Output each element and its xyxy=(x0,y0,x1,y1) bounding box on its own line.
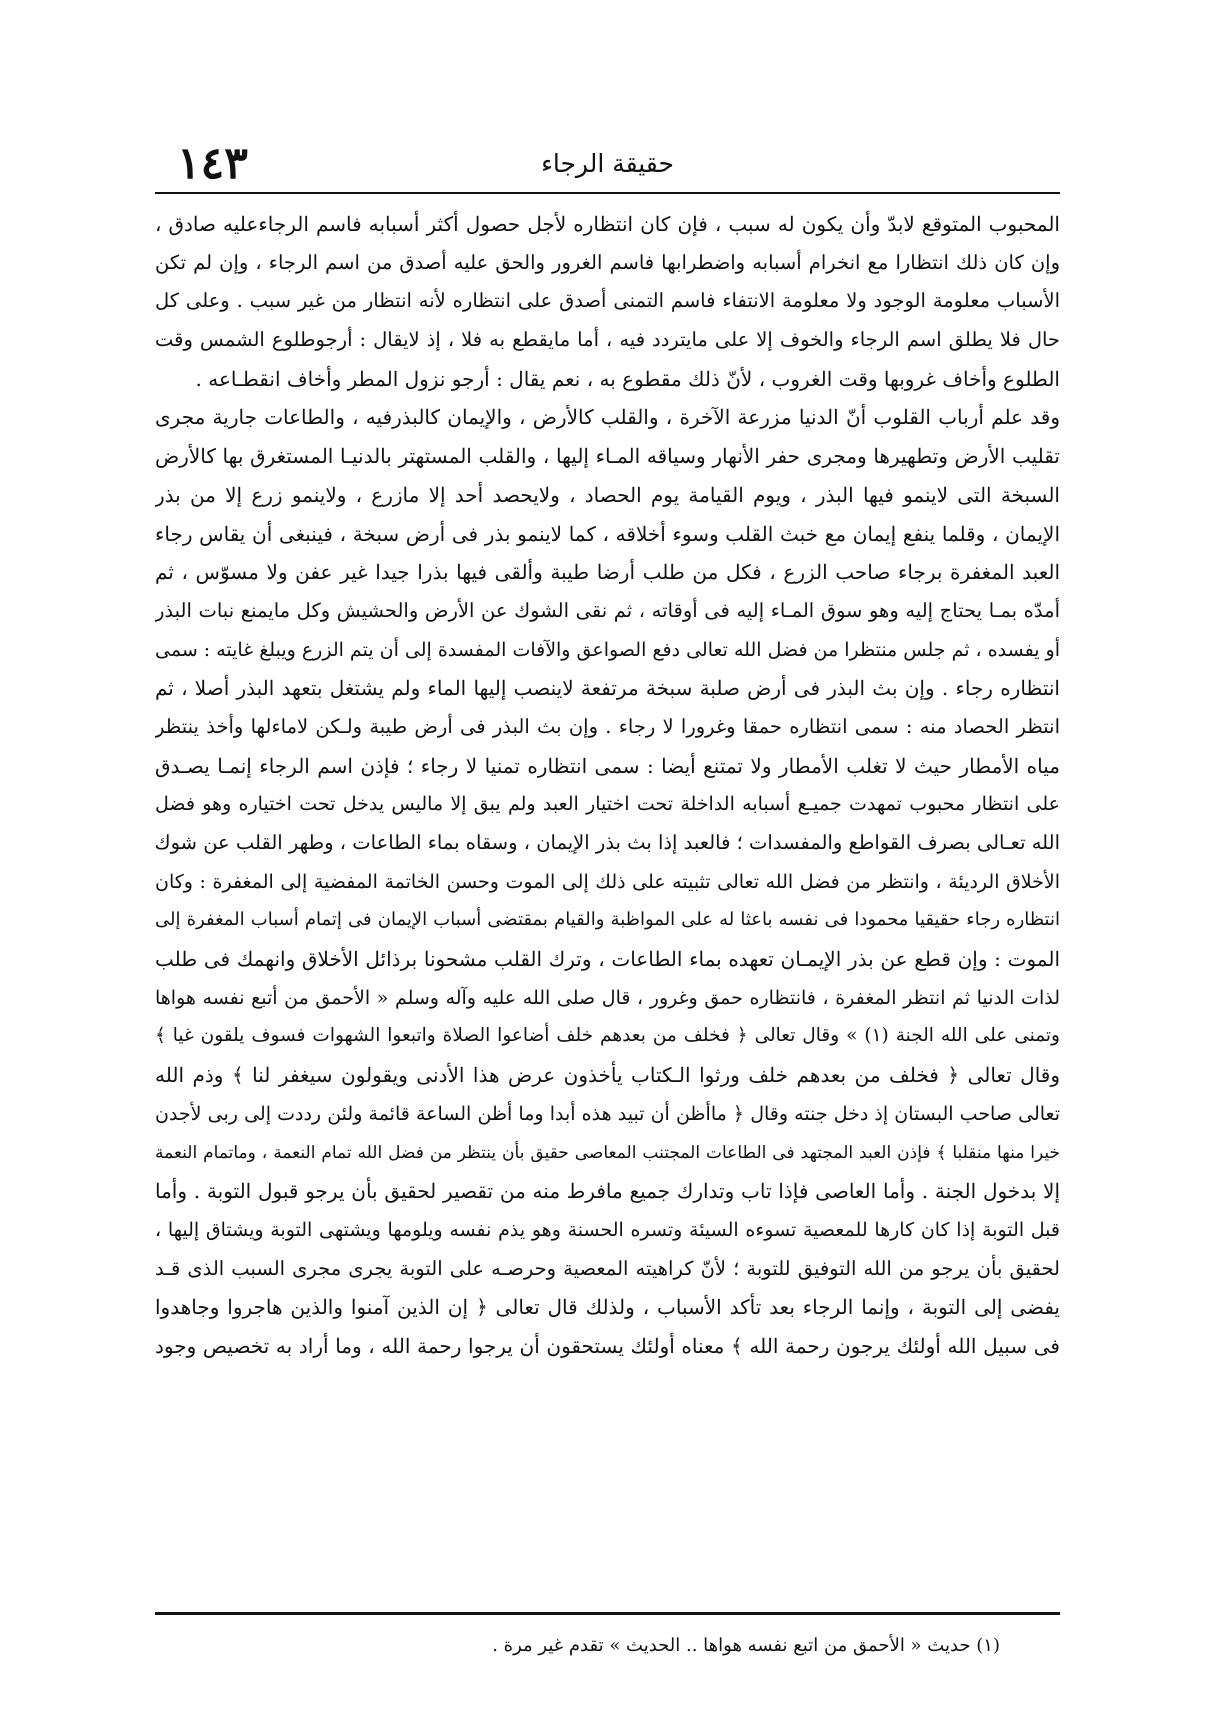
page-number: ١٤٣ xyxy=(177,138,248,189)
text-line: وقال تعالى ﴿ فخلف من بعدهم خلف ورثوا الـكتاب يأخذون عرض هذا الأدنى ويقولون سيغفر لنا ﴾ وذم الله xyxy=(155,1063,1060,1088)
text-line: على انتظار محبوب تمهدت جميـع أسبابه الداخلة تحت اختيار العبد ولم يبق إلا ماليس يدخل تحت اختياره وهو فضل xyxy=(155,793,1060,816)
text-line: المحبوب المتوقع لابدّ وأن يكون له سبب ، فإن كان انتظاره لأجل حصول أكثر أسبابه فاسم الرجاءعليه صادق ، xyxy=(155,212,1060,236)
text-line: مياه الأمطار حيث لا تغلب الأمطار ولا تمتنع أيضا : سمى انتظاره تمنيا لا رجاء ؛ فإذن اسم الرجاء إنمـا يصـدق xyxy=(155,753,1060,778)
text-line: خيرا منها منقلبا ﴾ فإذن العبد المجتهد فى الطاعات المجتنب المعاصى حقيق بأن ينتظر من فضل الله تمام النعمة ، وماتمام النعمة xyxy=(155,1142,1060,1163)
text-line: وتمنى على الله الجنة (١) » وقال تعالى ﴿ فخلف من بعدهم خلف أضاعوا الصلاة واتبعوا الشهوات فسوف يلقون غيا ﴾ xyxy=(155,1025,1060,1047)
text-line: انتظاره رجاء حقيقيا محمودا فى نفسه باعثا له على المواظبة والقيام بمقتضى أسباب الإيمان فى إتمام أسباب المغفرة إلى xyxy=(155,909,1060,931)
text-line: أو يفسده ، ثم جلس منتظرا من فضل الله تعالى دفع الصواعق والآفات المفسدة إلى أن يتم الزرع ويبلغ غايته : سمى xyxy=(155,638,1060,661)
running-title: حقيقة الرجاء xyxy=(541,149,674,178)
text-line: الإيمان ، وقلما ينفع إيمان مع خبث القلب وسوء أخلاقه ، كما لاينمو بذر فى أرض سبخة ، فينبغى أن يقاس رجاء xyxy=(155,521,1060,546)
text-line: الأخلاق الرديئة ، وانتظر من فضل الله تعالى تثبيته على ذلك إلى الموت وحسن الخاتمة المفضية إلى المغفرة : وكان xyxy=(155,870,1060,893)
text-line: وقد علم أرباب القلوب أنّ الدنيا مزرعة الآخرة ، والقلب كالأرض ، والإيمان كالبذرفيه ، والطاعات جارية مجرى xyxy=(155,405,1060,430)
page-header xyxy=(155,138,1060,190)
text-line: انتظر الحصاد منه : سمى انتظاره حمقا وغرورا لا رجاء . وإن بث البذر فى أرض طيبة ولـكن لاماءلها وأخذ ينتظر xyxy=(155,714,1060,738)
text-line: حال فلا يطلق اسم الرجاء والخوف إلا على مايتردد فيه ، أما مايقطع به فلا ، إذ لايقال : أرجوطلوع الشمس وقت xyxy=(155,328,1060,352)
footnote-rule xyxy=(155,1612,1060,1615)
text-line: فى سبيل الله أولئك يرجون رحمة الله ﴾ معناه أولئك يستحقون أن يرجوا رحمة الله ، وما أراد به تخصيص وجود xyxy=(155,1333,1060,1358)
text-line: لحقيق بأن يرجو من الله التوفيق للتوبة ؛ لأنّ كراهيته المعصية وحرصـه على التوبة يجرى مجرى السبب الذى قـد xyxy=(155,1256,1060,1280)
text-line: تقليب الأرض وتطهيرها ومجرى حفر الأنهار وسياقه المـاء إليها ، والقلب المستهتر بالدنيـا المستغرق بها كالأرض xyxy=(155,444,1060,469)
text-line: تعالى صاحب البستان إذ دخل جنته وقال ﴿ ماأظن أن تبيد هذه أبدا وما أظن الساعة قائمة ولئن رددت إلى ربى لأجدن xyxy=(155,1102,1060,1125)
text-line: انتظاره رجاء . وإن بث البذر فى أرض صلبة سبخة مرتفعة لاينصب إليها الماء ولم يشتغل بتعهد البذر أصلا ، ثم xyxy=(155,676,1060,701)
text-line: الطلوع وأخاف غروبها وقت الغروب ، لأنّ ذلك مقطوع به ، نعم يقال : أرجو نزول المطر وأخاف انقطـاعه . xyxy=(195,366,1060,391)
text-line: إلا بدخول الجنة . وأما العاصى فإذا تاب وتدارك جميع مافرط منه من تقصير لحقيق بأن يرجو قبول التوبة . وأما xyxy=(155,1179,1060,1204)
text-line: العبد المغفرة برجاء صاحب الزرع ، فكل من طلب أرضا طيبة وألقى فيها بذرا جيدا غير عفن ولا مسوّس ، ثم xyxy=(155,560,1060,585)
footnote: (١) حديث « الأحمق من اتبع نفسه هواها .. الحديث » تقدم غير مرة . xyxy=(492,1635,1000,1656)
text-line: الأسباب معلومة الوجود ولا معلومة الانتفاء فاسم التمنى أصدق على انتظاره لأنه انتظار من غير سبب . وعلى كل xyxy=(155,289,1060,313)
header-rule xyxy=(155,192,1060,194)
text-line: السبخة التى لاينمو فيها البذر ، ويوم القيامة يوم الحصاد ، ولايحصد أحد إلا مازرع ، ولاينمو زرع إلا من بذر xyxy=(155,482,1060,507)
text-line: الموت : وإن قطع عن بذر الإيمـان تعهده بماء الطاعات ، وترك القلب مشحونا برذائل الأخلاق وانهمك فى طلب xyxy=(155,947,1060,972)
body-text xyxy=(155,205,1060,1366)
text-line: الله تعـالى بصرف القواطع والمفسدات ؛ فالعبد إذا بث بذر الإيمان ، وسقاه بماء الطاعات ، وطهر القلب عن شوك xyxy=(155,831,1060,854)
text-line: أمدّه بمـا يحتاج إليه وهو سوق المـاء إليه فى أوقاته ، ثم نقى الشوك عن الأرض والحشيش وكل مايمنع نبات البذر xyxy=(155,598,1060,622)
text-line: لذات الدنيا ثم انتظر المغفرة ، فانتظاره حمق وغرور ، قال صلى الله عليه وآله وسلم « الأحمق من أتبع نفسه هواها xyxy=(155,986,1060,1009)
text-line: وإن كان ذلك انتظارا مع انخرام أسبابه واضطرابها فاسم الغرور والحق عليه أصدق من اسم الرجاء ، وإن لم تكن xyxy=(155,250,1060,274)
text-line: يفضى إلى التوبة ، وإنما الرجاء بعد تأكد الأسباب ، ولذلك قال تعالى ﴿ إن الذين آمنوا والذين هاجروا وجاهدوا xyxy=(155,1295,1060,1320)
text-line: قبل التوبة إذا كان كارها للمعصية تسوءه السيئة وتسره الحسنة وهو يذم نفسه ويلومها ويشتهى التوبة ويشتاق إليها ، xyxy=(155,1218,1060,1241)
